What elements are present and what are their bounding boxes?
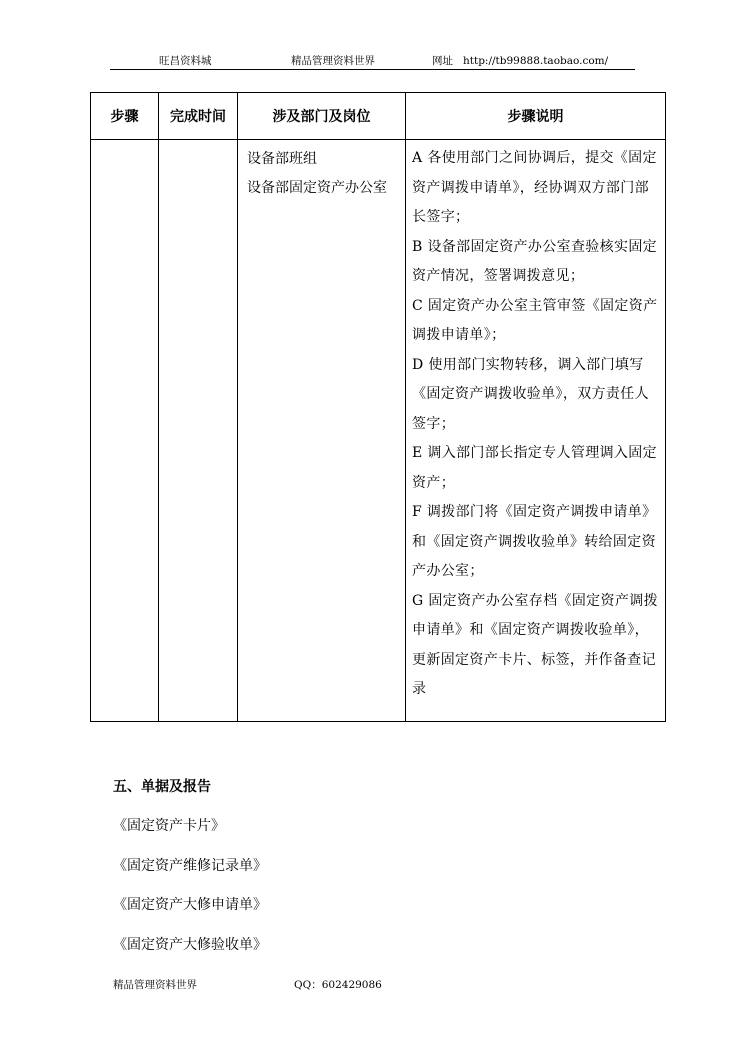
- page-header: [110, 53, 635, 70]
- list-item: 《固定资产维修记录单》: [113, 857, 267, 874]
- list-item: 《固定资产卡片》: [113, 818, 225, 834]
- step-description: B 设备部固定资产办公室查验核实固定资产情况，签署调拨意见；: [412, 238, 658, 284]
- step-description: D 使用部门实物转移，调入部门填写《固定资产调拨收验单》，双方责任人签字；: [412, 356, 649, 432]
- column-header-completion-time: 完成时间: [159, 93, 238, 140]
- department-item: 设备部固定资产办公室: [247, 180, 387, 196]
- report-list: [113, 815, 267, 973]
- header-site-url: http://tb99888.taobao.com/: [463, 55, 609, 67]
- footer-qq: QQ：602429086: [294, 979, 382, 991]
- list-item: 《固定资产大修验收单》: [113, 936, 267, 953]
- step-description: G 固定资产办公室存档《固定资产调拨申请单》和《固定资产调拨收验单》，更新固定资产卡片、标签，并作备查记录: [412, 592, 658, 697]
- header-brand: 精品管理资料世界: [291, 55, 375, 67]
- list-item: 《固定资产大修申请单》: [113, 897, 267, 913]
- process-steps-table: [90, 92, 666, 722]
- footer-brand: 精品管理资料世界: [113, 979, 197, 991]
- header-site: [432, 53, 608, 68]
- step-description: F 调拨部门将《固定资产调拨申请单》和《固定资产调拨收验单》转给固定资产办公室；: [412, 504, 657, 579]
- column-header-step-description: 步骤说明: [406, 93, 666, 140]
- step-description: E 调入部门部长指定专人管理调入固定资产；: [412, 445, 657, 491]
- header-site-label: 网址: [432, 55, 453, 67]
- step-description: A 各使用部门之间协调后，提交《固定资产调拨申请单》，经协调双方部门部长签字；: [412, 150, 657, 225]
- description-cell: [406, 140, 666, 722]
- completion-time-cell: [159, 140, 238, 722]
- department-item: 设备部班组: [247, 151, 317, 167]
- step-description: C 固定资产办公室主管审签《固定资产调拨申请单》；: [412, 297, 658, 343]
- header-shop-name: 旺昌资料城: [159, 55, 212, 67]
- table-row: [91, 140, 666, 722]
- column-header-departments: 涉及部门及岗位: [238, 93, 406, 140]
- table-header-row: [91, 93, 666, 140]
- column-header-step: 步骤: [91, 93, 159, 140]
- step-cell: [91, 140, 159, 722]
- section-title: 五、单据及报告: [113, 779, 211, 795]
- page-footer: [113, 977, 513, 991]
- departments-cell: [238, 140, 406, 722]
